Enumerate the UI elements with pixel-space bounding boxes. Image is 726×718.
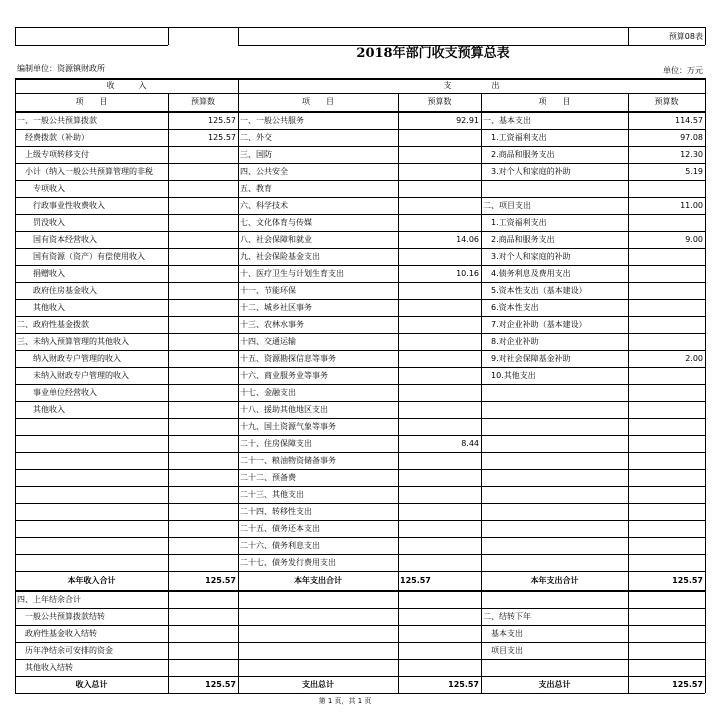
econ-grand-label: 支出总计 [538,679,571,689]
carryover-right-label: 基本支出 [483,628,523,638]
income-item-col-header: 项 目 [75,97,108,106]
income-row-value [168,333,238,350]
expense-row-label: 十八、援助其他地区支出 [240,404,328,414]
income-total-value: 125.57 [205,576,236,585]
income-row-value [168,282,238,299]
econ-total-value: 125.57 [672,576,703,585]
expense-row-label: 十三、农林水事务 [240,319,304,329]
expense-row-label: 十七、金融支出 [240,387,296,397]
expense-row-label: 十九、国土资源气象等事务 [240,421,336,431]
expense-row-value [398,384,481,401]
expense-row-value [398,401,481,418]
econ-row-label: 9.对社会保障基金补助 [483,353,571,363]
expense-row-value: 92.91 [456,115,479,125]
expense-row-label: 二十六、债务利息支出 [240,540,320,550]
expense-row-label: 十一、节能环保 [240,285,296,295]
org-label: 编制单位：资源镇财政所 [17,64,105,73]
grid-line [238,27,239,45]
expense-row-label: 七、文化体育与传媒 [240,217,312,227]
income-row-value [168,384,238,401]
income-row-label: 上级专项转移支付 [17,149,89,159]
econ-row-value: 12.30 [680,149,703,159]
expense-section-header: 支 出 [443,81,500,90]
expense-row-label: 十四、交通运输 [240,336,296,346]
grid-line [15,693,705,694]
income-row-value [168,265,238,282]
expense-row-value [398,503,481,520]
econ-row-label: 7.对企业补助（基本建设） [483,319,587,329]
carryover-right-label [481,591,628,608]
income-row-value [168,197,238,214]
econ-row-label: 3.对个人和家庭的补助 [483,166,571,176]
income-row-label: 一、一般公共预算拨款 [17,115,97,125]
econ-row-label: 3.对个人和家庭的补助 [483,251,571,261]
income-row-value [168,231,238,248]
econ-row-label: 5.资本性支出（基本建设） [483,285,587,295]
expense-row-value [398,350,481,367]
exp-item-col-header: 项 目 [302,97,334,106]
expense-row-label: 二十四、转移性支出 [240,506,312,516]
econ-row-value [628,316,705,333]
income-row-label: 国有资本经营收入 [17,234,97,244]
econ-row-value [628,214,705,231]
econ-row-label: 8.对企业补助 [483,336,539,346]
econ-row-label: 1.工资福利支出 [483,217,547,227]
income-row-value [168,248,238,265]
income-row-label: 经费拨款（补助） [17,132,89,142]
econ-total-label: 本年支出合计 [530,576,579,585]
income-row-label: 三、未纳入预算管理的其他收入 [17,336,129,346]
econ-budget-col-header: 预算数 [654,97,679,106]
econ-row-label: 一、基本支出 [483,115,531,125]
expense-row-label: 二十、住房保障支出 [240,438,312,448]
expense-row-value [398,367,481,384]
econ-item-col-header: 项 目 [538,97,571,106]
income-row-value [168,146,238,163]
unit-label: 单位：万元 [663,66,703,75]
econ-row-label [481,180,628,197]
expense-row-label: 十、医疗卫生与计划生育支出 [240,268,344,278]
expense-row-label: 九、社会保险基金支出 [240,251,320,261]
econ-row-value: 9.00 [685,234,703,244]
expense-row-value [398,129,481,146]
expense-row-value [398,418,481,435]
expense-row-value [398,316,481,333]
income-total-label: 本年收入合计 [67,576,116,585]
expense-row-label: 二十一、粮油物资储备事务 [240,455,336,465]
econ-row-value: 114.57 [675,115,703,125]
grid-line [15,27,16,45]
income-row-label: 其他收入 [17,404,65,414]
expense-row-value [398,469,481,486]
expense-row-value [398,282,481,299]
income-budget-col-header: 预算数 [191,97,215,106]
econ-row-value [628,180,705,197]
expense-grand-label: 支出总计 [302,679,334,689]
expense-row-label: 十五、资源勘探信息等事务 [240,353,336,363]
expense-row-value [398,554,481,571]
income-row-label: 事业单位经营收入 [17,387,97,397]
expense-row-value [398,452,481,469]
expense-row-value [398,146,481,163]
expense-row-label: 十六、商业服务业等事务 [240,370,328,380]
expense-grand-value: 125.57 [448,679,479,689]
grid-line [705,27,706,45]
econ-row-value: 11.00 [680,200,703,210]
grid-line [15,27,705,28]
report-title: 2018年部门收支预算总表 [356,45,510,61]
expense-row-label: 二十二、预备费 [240,472,296,482]
expense-row-value [398,197,481,214]
income-row-value [168,401,238,418]
econ-row-label: 2.商品和服务支出 [483,234,555,244]
expense-row-value [398,486,481,503]
income-row-label: 其他收入 [17,302,65,312]
expense-row-value [398,180,481,197]
income-row-value [168,316,238,333]
income-row-label: 小计（纳入一般公共预算管理的非税 [17,166,153,176]
econ-grand-value: 125.57 [672,679,703,689]
page-footer: 第 1 页，共 1 页 [318,696,372,705]
expense-row-label: 三、国防 [240,149,272,159]
econ-row-value [628,333,705,350]
expense-row-value: 10.16 [456,268,479,278]
carryover-left-label: 其他收入结转 [17,662,73,672]
econ-row-value [628,367,705,384]
expense-row-value [398,333,481,350]
grid-line [15,45,168,46]
carryover-right-label: 项目支出 [483,645,523,655]
expense-row-value: 14.06 [456,234,479,244]
income-row-label: 纳入财政专户管理的收入 [17,353,121,363]
income-row-label: 专项收入 [17,183,65,193]
carryover-left-label: 一般公共预算拨款结转 [17,611,105,621]
expense-row-value [398,520,481,537]
income-grand-label: 收入总计 [75,679,108,689]
expense-row-value [398,299,481,316]
income-row-value [168,299,238,316]
expense-row-label: 十二、城乡社区事务 [240,302,312,312]
income-row-label: 未纳入财政专户管理的收入 [17,370,129,380]
expense-row-label: 五、教育 [240,183,272,193]
econ-row-label: 二、项目支出 [483,200,531,210]
expense-row-value [398,537,481,554]
expense-row-label: 二十五、债务还本支出 [240,523,320,533]
income-row-label: 罚没收入 [17,217,65,227]
carryover-right-label [481,659,628,676]
expense-row-label: 四、公共安全 [240,166,288,176]
income-row-label: 国有资源（资产）有偿使用收入 [17,251,145,261]
expense-row-label: 二十七、债务发行费用支出 [240,557,336,567]
expense-row-value: 8.44 [461,438,479,448]
expense-total-value: 125.57 [400,576,431,585]
econ-row-value [628,265,705,282]
grid-line [705,78,706,693]
expense-row-label: 二、外交 [240,132,272,142]
expense-row-value [398,214,481,231]
econ-row-label: 2.商品和服务支出 [483,149,555,159]
income-row-value [168,180,238,197]
income-row-label: 二、政府性基金拨款 [17,319,89,329]
expense-row-label: 一、一般公共服务 [240,115,304,125]
carryover-right-label: 二、结转下年 [483,611,531,621]
carryover-left-label: 四、上年结余合计 [17,594,81,604]
form-code: 预算08表 [668,32,703,41]
expense-total-label: 本年支出合计 [294,576,342,585]
income-row-label: 行政事业性收费收入 [17,200,105,210]
income-row-value [168,367,238,384]
econ-row-label: 1.工资福利支出 [483,132,547,142]
exp-budget-col-header: 预算数 [427,97,452,106]
carryover-left-label: 历年净结余可安排的资金 [17,645,113,655]
econ-row-value: 5.19 [685,166,703,176]
income-row-value [168,163,238,180]
econ-row-value [628,248,705,265]
income-grand-value: 125.57 [205,679,236,689]
expense-row-label: 六、科学技术 [240,200,288,210]
carryover-left-label: 政府性基金收入结转 [17,628,97,638]
econ-row-label: 6.资本性支出 [483,302,539,312]
income-row-value [168,214,238,231]
expense-row-value [398,248,481,265]
econ-row-value [628,299,705,316]
expense-row-label: 二十三、其他支出 [240,489,304,499]
income-row-value: 125.57 [208,132,236,142]
econ-row-label: 4.债务利息及费用支出 [483,268,571,278]
expense-row-label: 八、社会保障和就业 [240,234,312,244]
econ-row-value: 2.00 [685,353,703,363]
grid-line [168,27,169,45]
income-row-label: 政府住房基金收入 [17,285,97,295]
income-row-label: 捐赠收入 [17,268,65,278]
income-section-header: 收 入 [106,81,147,90]
econ-row-label: 10.其他支出 [483,370,536,380]
income-row-value: 125.57 [208,115,236,125]
income-row-value [168,350,238,367]
econ-row-value: 97.08 [680,132,703,142]
expense-row-value [398,163,481,180]
econ-row-value [628,282,705,299]
